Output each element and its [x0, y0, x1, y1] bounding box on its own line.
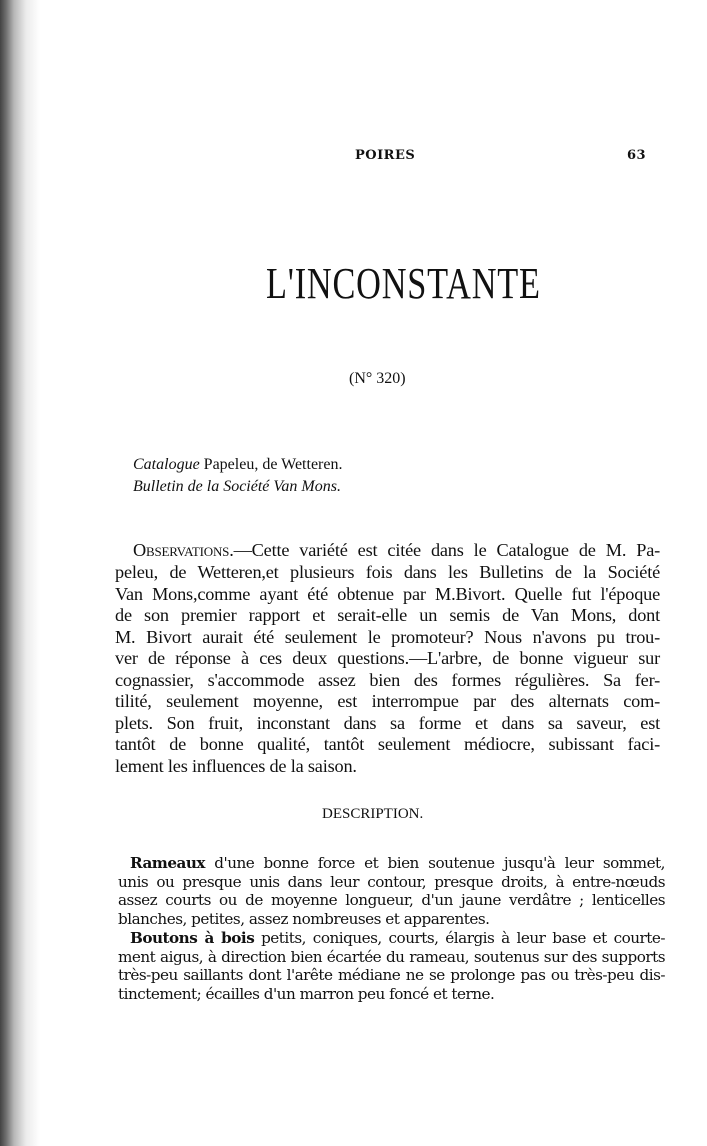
paragraph-line: Boutons à bois petits, coniques, courts, élargis à leur base et courte- — [130, 929, 666, 947]
paragraph-line: tantôt de bonne qualité, tantôt seulement médiocre, subissant faci- — [115, 734, 660, 754]
paragraph-line: peleu, de Wetteren,et plusieurs fois dans les Bulletins de la Société — [115, 562, 660, 582]
paragraph-line: très-peu saillants dont l'arête médiane ne se prolonge pas ou très-peu dis- — [118, 966, 665, 984]
variety-number: (N° 320) — [349, 370, 406, 387]
page-title: L'INCONSTANTE — [266, 259, 541, 308]
paragraph-line: blanches, petites, assez nombreuses et apparentes. — [118, 910, 490, 928]
reference-italic: Catalogue — [133, 456, 200, 473]
description-heading: DESCRIPTION. — [322, 806, 424, 822]
rameaux-label: Rameaux — [130, 854, 205, 872]
reference-text: Papeleu, de Wetteren. — [199, 456, 343, 473]
paragraph-line: ment aigus, à direction bien écartée du rameau, soutenus sur des supports — [118, 948, 665, 966]
boutons-label: Boutons à bois — [130, 929, 255, 947]
paragraph-line: ver de réponse à ces deux questions.—L'arbre, de bonne vigueur sur — [115, 648, 660, 668]
paragraph-line: M. Bivort aurait été seulement le promoteur? Nous n'avons pu trou- — [115, 627, 660, 647]
paragraph-line: unis ou presque unis dans leur contour, presque droits, à entre-nœuds — [118, 873, 665, 891]
paragraph-line: Van Mons,comme ayant été obtenue par M.Bivort. Quelle fut l'époque — [115, 584, 660, 604]
reference-bulletin — [133, 478, 341, 496]
running-head-title: POIRES — [355, 148, 416, 163]
page-number: 63 — [627, 148, 647, 163]
paragraph-line: lement les influences de la saison. — [115, 756, 357, 776]
paragraph-line: Observations.—Cette variété est citée dans le Catalogue de M. Pa- — [133, 540, 660, 560]
paragraph-line: tinctement; écailles d'un marron peu foncé et terne. — [118, 985, 495, 1003]
paragraph-line: de son premier rapport et serait-elle un semis de Van Mons, dont — [115, 605, 660, 625]
reference-catalogue — [133, 456, 342, 474]
reference-italic: Bulletin de la Société Van Mons. — [133, 478, 341, 495]
scan-edge-shadow — [0, 0, 40, 1146]
observations-lead: Observations. — [133, 540, 234, 560]
paragraph-line: Rameaux d'une bonne force et bien soutenue jusqu'à leur sommet, — [130, 854, 665, 872]
paragraph-line: cognassier, s'accommode assez bien des formes régulières. Sa fer- — [115, 670, 660, 690]
paragraph-line: assez courts ou de moyenne longueur, d'un jaune verdâtre ; lenticelles — [118, 891, 665, 909]
paragraph-line: tilité, seulement moyenne, est interrompue par des alternats com- — [115, 691, 660, 711]
paragraph-line: plets. Son fruit, inconstant dans sa forme et dans sa saveur, est — [115, 713, 660, 733]
